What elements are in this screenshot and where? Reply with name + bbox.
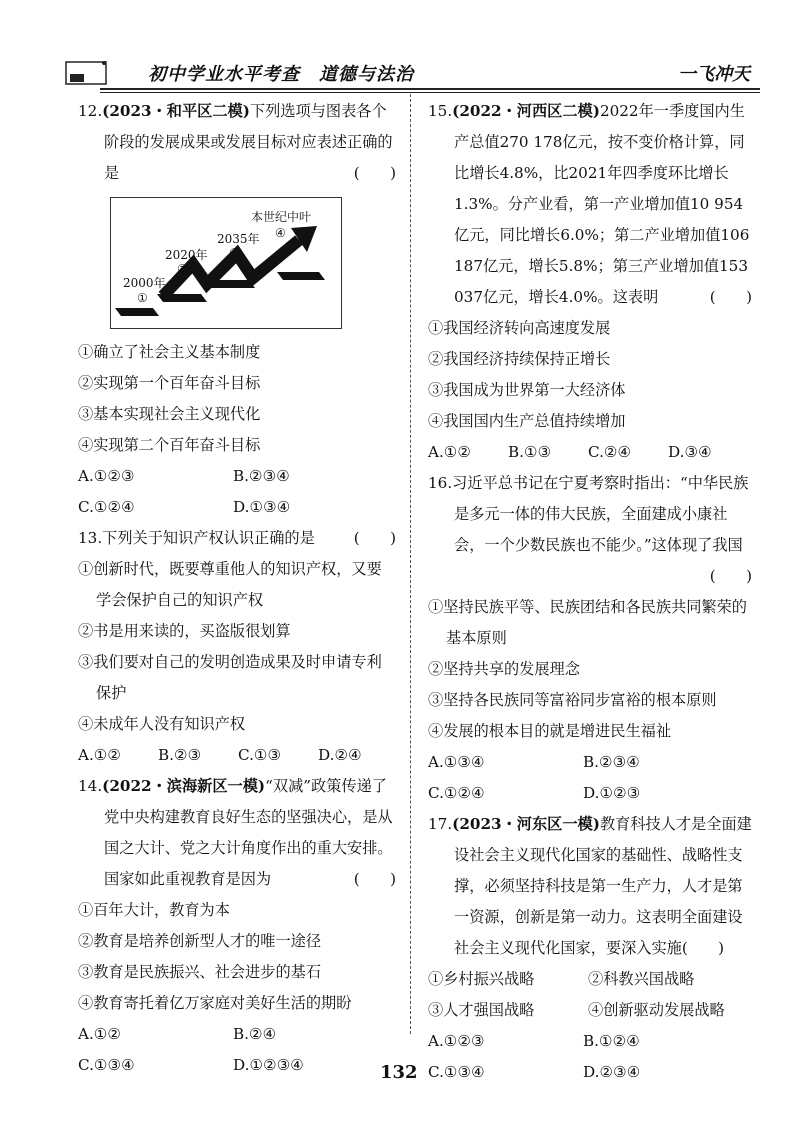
answer-choice: D.③④ (668, 443, 712, 461)
answer-choice: B.①②④ (583, 1032, 640, 1050)
question-12-stem (78, 96, 396, 189)
question-12-option: ③基本实现社会主义现代化 (78, 405, 261, 423)
header-rule-thin (100, 92, 760, 93)
answer-choice: D.①③④ (233, 498, 291, 516)
question-13-option: ③我们要对自己的发明创造成果及时申请专利保护 (78, 653, 382, 702)
label-2035: 2035年 (217, 232, 260, 246)
question-16-option: ①坚持民族平等、民族团结和各民族共同繁荣的基本原则 (428, 598, 747, 647)
column-divider (410, 94, 411, 1034)
question-12-option: ④实现第二个百年奋斗目标 (78, 436, 261, 454)
label-stage-1: ① (137, 291, 148, 305)
label-2000: 2000年 (123, 276, 166, 290)
question-15-option: ②我国经济持续保持正增长 (428, 350, 611, 368)
question-14-option: ④教育寄托着亿万家庭对美好生活的期盼 (78, 994, 352, 1012)
answer-parentheses: ( ) (353, 870, 396, 888)
answer-choice: D.①②③④ (233, 1056, 304, 1074)
answer-choice: C.①③④ (428, 1063, 485, 1081)
question-source: (2022・滨海新区一模) (102, 777, 266, 795)
header-rule (100, 88, 760, 90)
question-16-option: ④发展的根本目的就是增进民生福祉 (428, 722, 671, 740)
answer-choice: A.①② (428, 443, 472, 461)
answer-choice: A.①② (78, 746, 122, 764)
answer-choice: A.①③④ (428, 753, 485, 771)
answer-choice: A.①②③ (78, 467, 135, 485)
question-17-options-row (428, 964, 752, 995)
question-16-option: ③坚持各民族同等富裕同步富裕的根本原则 (428, 691, 717, 709)
question-12 (78, 96, 396, 523)
answer-choice: C.①②④ (428, 784, 485, 802)
question-17-answers (428, 1026, 752, 1057)
question-17 (428, 809, 752, 1088)
question-17-options-row (428, 995, 752, 1026)
question-number: 12. (78, 102, 103, 120)
question-13-option: ①创新时代，既要尊重他人的知识产权，又要学会保护自己的知识产权 (78, 560, 382, 609)
question-14-option: ①百年大计，教育为本 (78, 901, 230, 919)
answer-parentheses: ( ) (353, 529, 396, 547)
label-2020: 2020年 (165, 248, 208, 262)
question-text: 教育科技人才是全面建设社会主义现代化国家的基础性、战略性支撑，必须坚持科技是第一生产力，人才是第一资源，创新是第一动力。这表明全面建设社会主义现代化国家，要深入实施 (454, 815, 752, 957)
step-4-bar (277, 272, 325, 280)
label-stage-2: ② (177, 262, 188, 276)
page-header (40, 52, 760, 90)
question-13-stem (78, 523, 396, 554)
answer-parentheses: ( ) (709, 567, 752, 585)
question-17-option: ③人才强国战略 (428, 1001, 535, 1019)
question-14-option: ③教育是民族振兴、社会进步的基石 (78, 963, 321, 981)
question-14-answers (78, 1019, 396, 1050)
question-text: 2022年一季度国内生产总值270 178亿元，按不变价格计算，同比增长4.8%，比2021年四季度环比增长1.3%。分产业看，第一产业增加值10 954亿元，同比增长6.0%；第二产业增加值106 187亿元，增长5.8%；第三产业增加值153 037亿元，增长4.0%。这表明 (454, 102, 750, 306)
question-16-answers (428, 747, 752, 778)
answer-choice: C.①②④ (78, 498, 135, 516)
series-logo-icon (60, 58, 112, 86)
label-stage-3: ③ (229, 246, 240, 260)
question-text: 习近平总书记在宁夏考察时指出：“中华民族是多元一体的伟大民族，全面建成小康社会，一个少数民族也不能少。”这体现了我国 (452, 474, 749, 554)
question-14-stem (78, 771, 396, 895)
question-16 (428, 468, 752, 809)
answer-choice: B.②③④ (583, 753, 640, 771)
question-17-stem (428, 809, 752, 964)
question-13 (78, 523, 396, 771)
answer-choice: C.①③④ (78, 1056, 135, 1074)
answer-choice: A.①②③ (428, 1032, 485, 1050)
question-text: 下列关于知识产权认识正确的是 (102, 529, 315, 547)
answer-choice: C.②④ (588, 443, 632, 461)
question-17-option: ①乡村振兴战略 (428, 970, 535, 988)
right-column (428, 96, 752, 1088)
question-15-option: ④我国国内生产总值持续增加 (428, 412, 626, 430)
question-13-answers (78, 740, 396, 771)
answer-choice: D.②③④ (583, 1063, 641, 1081)
answer-choice: C.①③ (238, 746, 282, 764)
question-15-option: ①我国经济转向高速度发展 (428, 319, 611, 337)
question-15 (428, 96, 752, 468)
question-number: 16. (428, 474, 453, 492)
question-12-option: ①确立了社会主义基本制度 (78, 343, 261, 361)
step-1-bar (115, 308, 159, 316)
question-source: (2023・和平区二模) (102, 102, 250, 120)
answer-parentheses: ( ) (353, 164, 396, 182)
answer-choice: B.②③ (158, 746, 202, 764)
question-text: “双减”政策传递了党中央构建教育良好生态的坚强决心，是从国之大计、党之大计角度作出的重大安排。国家如此重视教育是因为 (104, 777, 393, 888)
question-17-option: ②科教兴国战略 (588, 970, 695, 988)
answer-parentheses: ( ) (709, 288, 752, 306)
question-number: 13. (78, 529, 103, 547)
answer-choice: B.②③④ (233, 467, 290, 485)
question-14-answers (78, 1050, 396, 1081)
left-column (78, 96, 396, 1081)
question-14-option: ②教育是培养创新型人才的唯一途径 (78, 932, 321, 950)
question-number: 14. (78, 777, 103, 795)
question-16-answers (428, 778, 752, 809)
question-16-option: ②坚持共享的发展理念 (428, 660, 580, 678)
question-text: 下列选项与图表各个阶段的发展成果或发展目标对应表述正确的是 (104, 102, 393, 182)
question-number: 15. (428, 102, 453, 120)
label-stage-4: ④ (275, 226, 286, 240)
question-13-option: ②书是用来读的，买盗版很划算 (78, 622, 291, 640)
question-12-option: ②实现第一个百年奋斗目标 (78, 374, 261, 392)
question-15-option: ③我国成为世界第一大经济体 (428, 381, 626, 399)
question-12-answers (78, 492, 396, 523)
series-title: 初中学业水平考查 道德与法治 (148, 64, 414, 85)
answer-choice: B.②④ (233, 1025, 277, 1043)
question-source: (2023・河东区一模) (452, 815, 600, 833)
question-number: 17. (428, 815, 453, 833)
brand-name: 一飞冲天 (678, 64, 750, 85)
question-16-stem (428, 468, 752, 561)
question-14 (78, 771, 396, 1081)
question-15-answers (428, 437, 752, 468)
answer-choice: A.①② (78, 1025, 122, 1043)
answer-choice: D.②④ (318, 746, 362, 764)
question-12-answers (78, 461, 396, 492)
question-13-option: ④未成年人没有知识产权 (78, 715, 246, 733)
answer-choice: B.①③ (508, 443, 552, 461)
question-15-stem (428, 96, 752, 313)
page-number: 132 (380, 1062, 418, 1083)
question-17-option: ④创新驱动发展战略 (588, 1001, 725, 1019)
answer-parentheses: ( ) (681, 939, 725, 957)
question-17-answers (428, 1057, 752, 1088)
development-stage-chart (110, 197, 342, 329)
question-source: (2022・河西区二模) (452, 102, 600, 120)
label-mid-century: 本世纪中叶 (251, 210, 312, 224)
answer-choice: D.①②③ (583, 784, 641, 802)
